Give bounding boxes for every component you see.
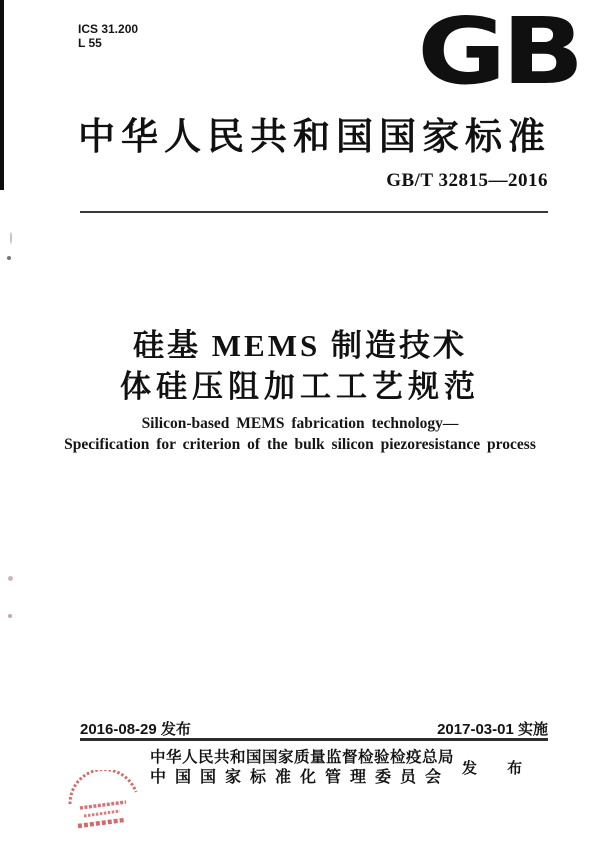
header-divider-line xyxy=(80,211,548,213)
scan-speck xyxy=(8,576,13,581)
ics-classification xyxy=(78,22,138,50)
title-english-line1: Silicon-based MEMS fabrication technology— xyxy=(141,415,459,432)
red-stamp-watermark xyxy=(58,770,150,850)
publish-label: 发 布 xyxy=(462,760,536,777)
issue-date: 2016-08-29 发布 xyxy=(80,721,191,738)
doc-class-code: L 55 xyxy=(78,36,102,50)
standard-number: GB/T 32815—2016 xyxy=(386,170,548,191)
scan-edge-artifact xyxy=(0,0,4,190)
implementation-date: 2017-03-01 实施 xyxy=(437,721,548,738)
scan-speck xyxy=(8,614,12,618)
issuer-line2: 中国国家标准化管理委员会 xyxy=(150,769,451,786)
ics-code: ICS 31.200 xyxy=(78,22,139,36)
title-chinese-line1: 硅基 MEMS 制造技术 xyxy=(133,328,467,363)
gb-logo: GB xyxy=(417,0,580,105)
issuer-block xyxy=(150,748,455,788)
footer-divider-line xyxy=(80,738,548,741)
issuer-line1: 中华人民共和国国家质量监督检验检疫总局 xyxy=(150,749,455,766)
national-standard-header: 中华人民共和国国家标准 xyxy=(78,117,551,158)
title-english-line2: Specification for criterion of the bulk silicon piezoresistance process xyxy=(64,436,536,453)
scan-speck xyxy=(10,232,12,244)
scan-speck xyxy=(7,256,11,260)
title-chinese-line2: 体硅压阻加工工艺规范 xyxy=(120,369,480,404)
